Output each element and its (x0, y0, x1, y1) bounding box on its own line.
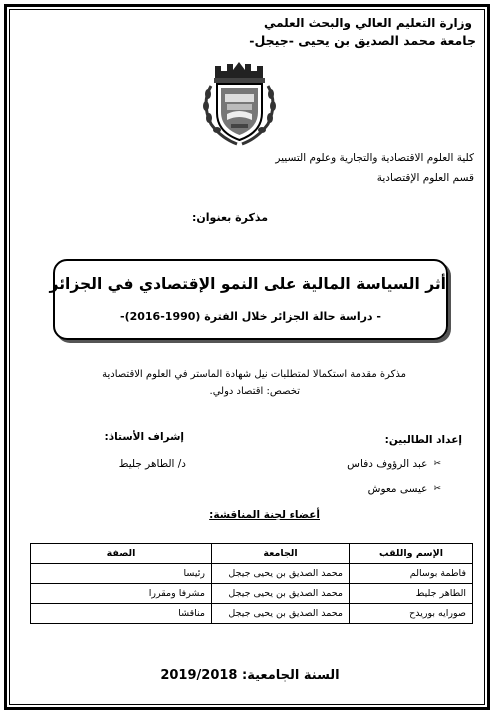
thesis-title: أثر السياسة المالية على النمو الإقتصادي في الجزائر (49, 275, 446, 293)
academic-year: السنة الجامعية: 2019/2018 (160, 668, 340, 683)
scissors-bullet-icon: ✂ (433, 484, 441, 494)
specialty: تخصص: اقتصاد دولي. (209, 386, 300, 397)
column-header-role: الصفة (31, 544, 212, 564)
member-role: مشرفا ومقررا (31, 584, 212, 604)
table-row (31, 584, 473, 604)
supervisor-name: د/ الطاهر جليط (118, 458, 186, 470)
title-box (49, 259, 448, 340)
member-name: فاطمة بوسالم (350, 564, 473, 584)
committee-table (30, 543, 473, 624)
purpose-statement: مذكرة مقدمة استكمالا لمتطلبات نيل شهادة الماستر في العلوم الاقتصادية (102, 369, 406, 380)
member-name: الطاهر جليط (350, 584, 473, 604)
faculty-name: كلية العلوم الاقتصادية والتجارية وعلوم التسيير (275, 152, 474, 164)
student-item (368, 483, 441, 495)
member-role: رئيسا (31, 564, 212, 584)
column-header-name: الإسم واللقب (350, 544, 473, 564)
university-name: جامعة محمد الصديق بن يحيى -جيجل- (249, 33, 476, 48)
member-university: محمد الصديق بن يحيى جيجل (212, 604, 350, 624)
member-role: مناقشا (31, 604, 212, 624)
member-university: محمد الصديق بن يحيى جيجل (212, 564, 350, 584)
committee-label: أعضاء لجنة المناقشة: (209, 509, 320, 521)
column-header-university: الجامعة (212, 544, 350, 564)
department-name: قسم العلوم الإقتصادية (376, 172, 474, 184)
student-item (347, 458, 441, 470)
member-university: محمد الصديق بن يحيى جيجل (212, 584, 350, 604)
supervision-label: إشراف الأستاذ: (104, 431, 184, 443)
thesis-subtitle: - دراسة حالة الجزائر خلال الفترة (1990-2016)- (120, 310, 381, 323)
table-row (31, 564, 473, 584)
student-name: عيسى معوش (367, 483, 428, 495)
students-label: إعداد الطالبين: (384, 434, 462, 446)
student-name: عبد الرؤوف دفاس (347, 458, 428, 470)
table-row (31, 604, 473, 624)
member-name: صورايه بوريدح (350, 604, 473, 624)
scissors-bullet-icon: ✂ (433, 459, 441, 469)
university-emblem-logo (197, 58, 282, 146)
table-header-row (31, 544, 473, 564)
memo-heading: مذكرة بعنوان: (192, 211, 269, 224)
ministry-name: وزارة التعليم العالي والبحث العلمي (263, 16, 472, 30)
